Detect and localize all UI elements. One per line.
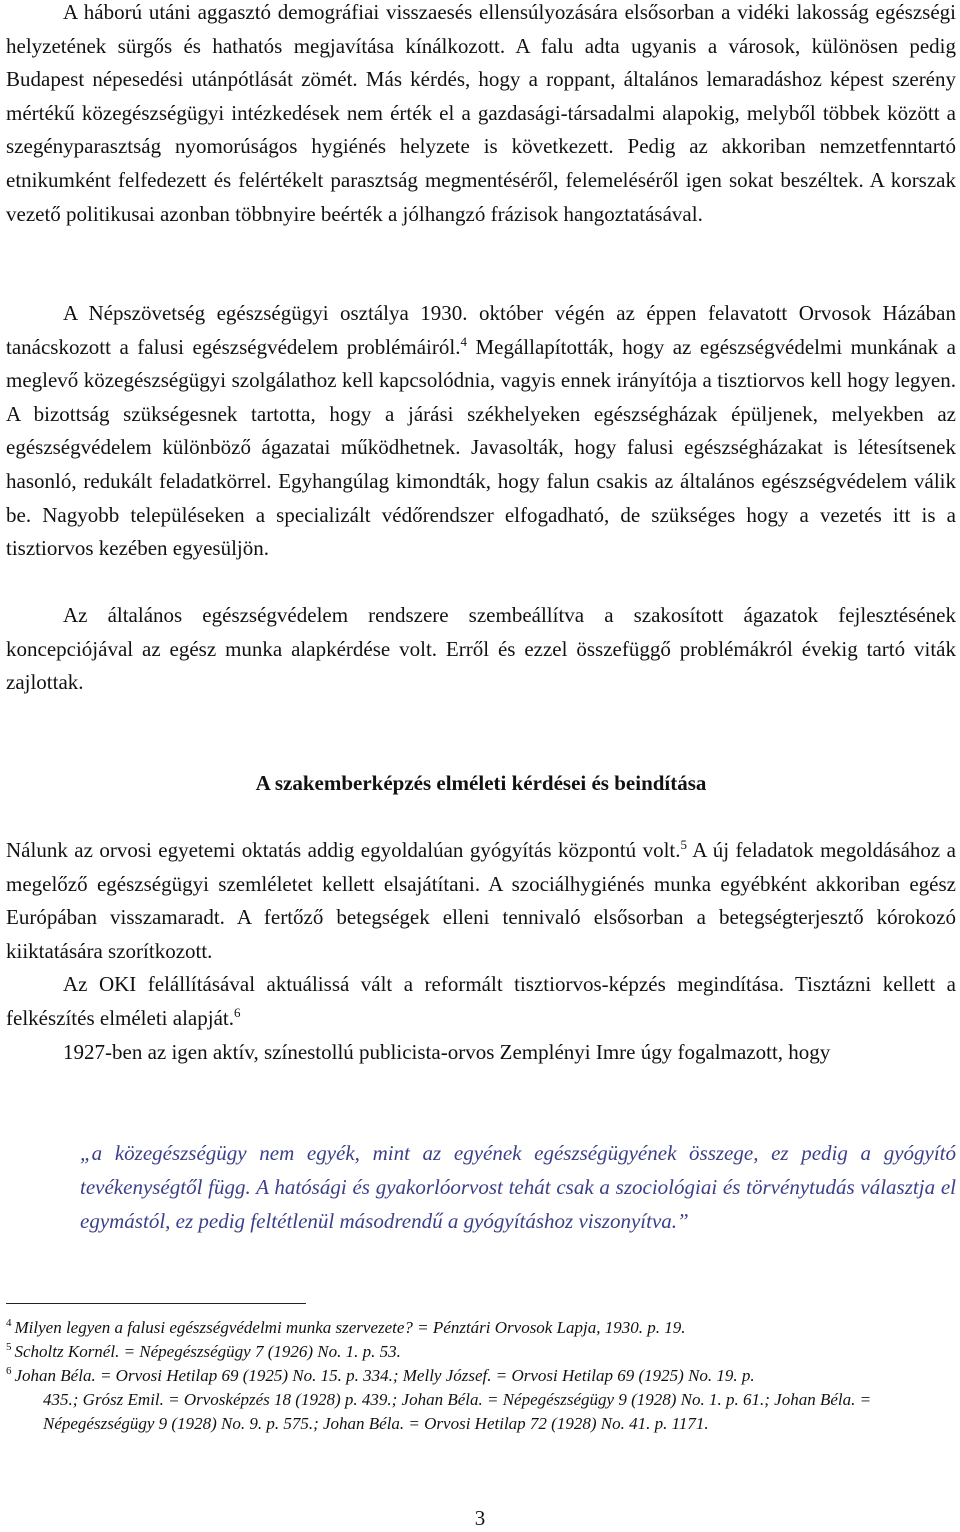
footnote-4 xyxy=(6,1316,946,1340)
paragraph-1-part-a: A háború utáni aggasztó demográfiai visszaesés ellensúlyozására elsősorban a vidéki lakosság egészségi helyzetének sürgős és hathatós megjavítása kínálkozott. A falu adta ugyanis a városok, különösen pedig Budapest népesedési utánpótlását zömét. xyxy=(6,0,956,92)
paragraph-4-text-b: A új feladatok megoldásához a megelőző egészségügyi szemléletet kellett elsajátítani. A szociálhygiénés munka egyébként akkoriban egész Európában visszamaradt. A fertőző betegségek elleni tennivaló elsősorban a betegségterjesztő kórokozó kiiktatására szorítkozott. xyxy=(6,838,956,963)
footnote-continuation: 435.; Grósz Emil. = Orvosképzés 18 (1928) p. 439.; Johan Béla. = Népegészségügy 9 (1928) No. 1. p. 61.; Johan Béla. = Népegészségügy 9 (1928) No. 9. p. 575.; Johan Béla. = Orvosi Hetilap 72 (1928) No. 41. p. 1171. xyxy=(43,1390,872,1433)
footnote-ref-4[interactable]: 4 xyxy=(460,333,467,349)
paragraph-2-text-a: A Népszövetség egészségügyi osztálya 1930. október végén az éppen felavatott Orvosok Házában tanácskozott a falusi egészségvédelem problémáiról. xyxy=(6,301,956,359)
section-heading: A szakemberképzés elméleti kérdései és beindítása xyxy=(255,771,707,795)
footnotes xyxy=(6,1316,946,1436)
footnote-divider xyxy=(6,1303,306,1304)
paragraph-5-text: Az OKI felállításával aktuálissá vált a reformált tisztiorvos-képzés megindítása. Tisztázni kellett a felkészítés elméleti alapját. xyxy=(6,972,956,1030)
paragraph-1-part-b: Más kérdés, hogy a roppant, általános lemaradáshoz képest szerény mértékű közegészségügyi intézkedések nem érték el a gazdasági-társadalmi alapokig, melyből többek között a szegényparasztság nyomorúságos hygiénés helyzete is következett. xyxy=(6,67,957,159)
paragraph-2-text-b: Megállapították, hogy az egészségvédelmi munkának a meglevő közegészségügyi szolgálathoz kell kapcsolódnia, vagyis ennek irányítója a tisztiorvos kell hogy legyen. A bizottság szükségesnek tartotta, hogy a járási székhelyeken egészségházak épüljenek, melyekben az egészségvédelem különböző ágazatai működhetnek. Javasolták, hogy falusi egészségházakat is létesítsenek hasonló, redukált feladatkörrel. Egyhangúlag kimondták, hogy falun csakis az általános egészségvédelem válik be. Nagyobb településeken a specializált védőrendszer elfogadható, de szükséges hogy a vezetés itt is a tisztiorvos kezében egyesüljön. xyxy=(6,334,956,561)
paragraph-3: Az általános egészségvédelem rendszere szembeállítva a szakosított ágazatok fejlesztésének koncepciójával az egész munka alapkérdése volt. Erről és ezzel összefüggő problémákról évekig tartó viták zajlottak. xyxy=(6,603,956,695)
footnote-text: Scholtz Kornél. = Népegészségügy 7 (1926) No. 1. p. 53. xyxy=(14,1342,401,1361)
paragraph-1-part-c: Pedig az akkoriban nemzetfenntartó etnikumként felfedezett és felértékelt parasztság megmentéséről, felemeléséről igen sokat beszéltek. A korszak vezető politikusai azonban többnyire beérték a jólhangzó frázisok hangoztatásával. xyxy=(6,134,957,226)
paragraph-2 xyxy=(6,297,956,566)
footnote-ref-6[interactable]: 6 xyxy=(233,1004,241,1020)
footnote-ref-5[interactable]: 5 xyxy=(680,837,687,852)
footnote-6 xyxy=(6,1364,946,1436)
block-quote: „a közegészségügy nem egyék, mint az egyének egészségügyének összege, ez pedig a gyógyító tevékenységtől függ. A hatósági és gyakorlóorvost tehát csak a szociológiai és törvénytudás választja el egymástól, ez pedig feltétlenül másodrendű a gyógyításhoz viszonyítva.” xyxy=(80,1141,956,1233)
paragraph-1 xyxy=(6,0,956,231)
paragraph-4 xyxy=(6,834,956,968)
page-number: 3 xyxy=(474,1506,486,1530)
paragraph-5 xyxy=(6,968,956,1035)
footnote-number: 6 xyxy=(6,1365,12,1378)
footnote-text: Johan Béla. = Orvosi Hetilap 69 (1925) No. 15. p. 334.; Melly József. = Orvosi Hetilap 69 (1925) No. 19. p. xyxy=(14,1366,755,1385)
footnote-text: Milyen legyen a falusi egészségvédelmi munka szervezete? = Pénztári Orvosok Lapja, 1930. p. 19. xyxy=(14,1318,686,1337)
paragraph-6: 1927-ben az igen aktív, színestollú publicista-orvos Zemplényi Imre úgy fogalmazott, hogy xyxy=(63,1040,831,1064)
footnote-number: 4 xyxy=(6,1317,12,1330)
footnote-number: 5 xyxy=(6,1341,12,1354)
paragraph-4-text-a: Nálunk az orvosi egyetemi oktatás addig egyoldalúan gyógyítás központú volt. xyxy=(6,838,681,862)
footnote-5 xyxy=(6,1340,946,1364)
